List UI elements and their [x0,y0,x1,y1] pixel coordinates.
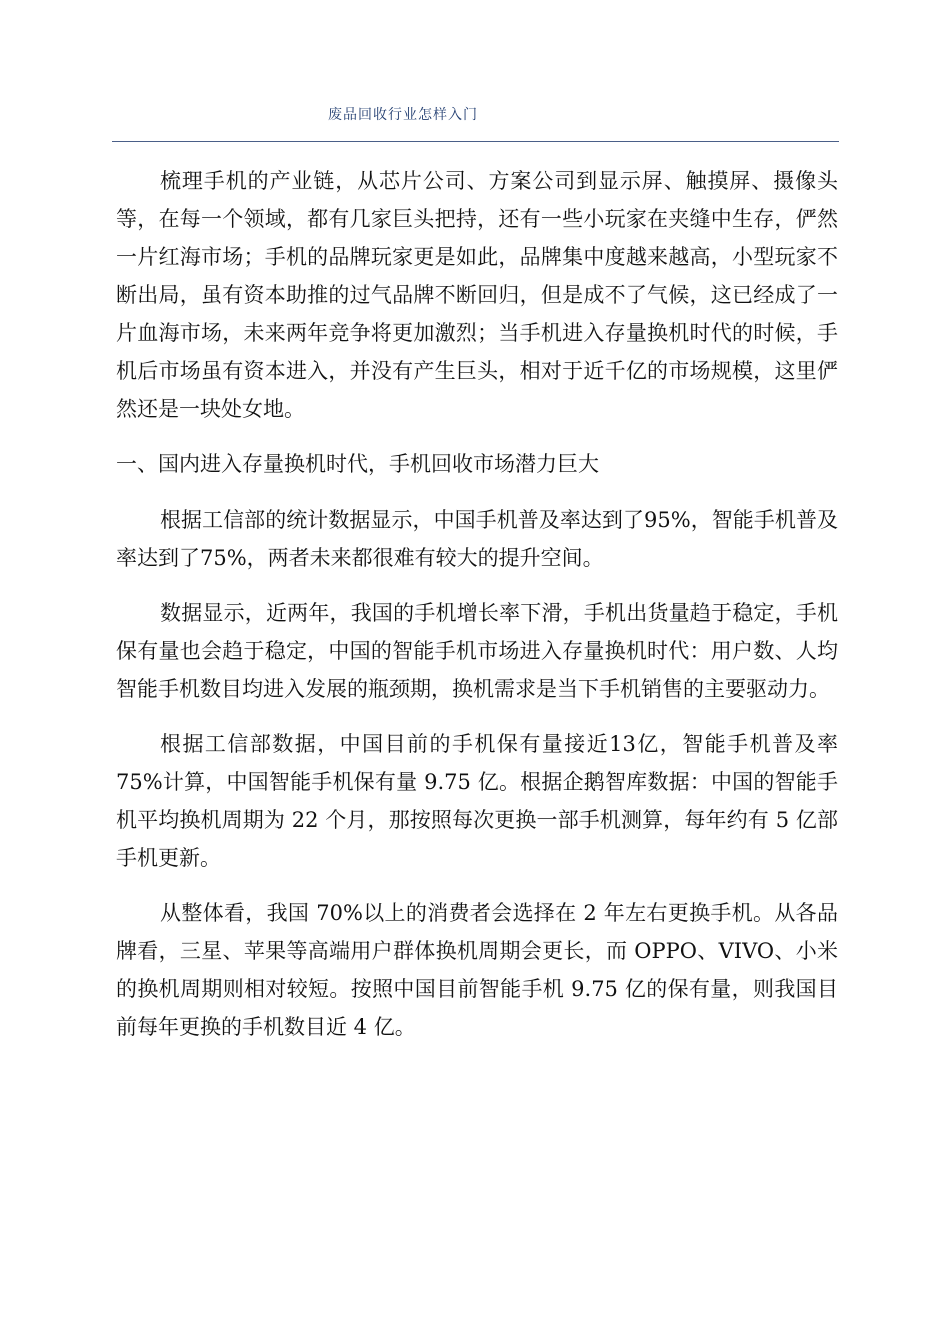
document-header-title: 废品回收行业怎样入门 [328,107,478,123]
header-divider [112,141,839,142]
paragraph-ownership-data: 根据工信部数据，中国目前的手机保有量接近13亿，智能手机普及率 75%计算，中国智能手机保有量 9.75 亿。根据企鹅智库数据：中国的智能手机平均换机周期为 22 个月，那按照每次更换一部手机测算，每年约有 5 亿部手机更新。 [116,732,838,870]
document-body [116,162,838,1063]
paragraph-intro: 梳理手机的产业链，从芯片公司、方案公司到显示屏、触摸屏、摄像头等，在每一个领域，都有几家巨头把持，还有一些小玩家在夹缝中生存，俨然一片红海市场；手机的品牌玩家更是如此，品牌集中度越来越高，小型玩家不断出局，虽有资本助推的过气品牌不断回归，但是成不了气候，这已经成了一片血海市场，未来两年竞争将更加激烈；当手机进入存量换机时代的时候，手机后市场虽有资本进入，并没有产生巨头，相对于近千亿的市场规模，这里俨然还是一块处女地。 [116,169,838,421]
paragraph-replacement-cycle: 从整体看，我国 70%以上的消费者会选择在 2 年左右更换手机。从各品牌看，三星、苹果等高端用户群体换机周期会更长，而 OPPO、VIVO、小米的换机周期则相对较短。按照中国目前智能手机 9.75 亿的保有量，则我国目前每年更换的手机数目近 4 亿。 [116,901,838,1039]
section-heading: 一、国内进入存量换机时代，手机回收市场潜力巨大 [116,452,599,476]
paragraph-penetration-rate: 根据工信部的统计数据显示，中国手机普及率达到了95%，智能手机普及率达到了75%，两者未来都很难有较大的提升空间。 [116,508,838,570]
paragraph-stock-replacement: 数据显示，近两年，我国的手机增长率下滑，手机出货量趋于稳定，手机保有量也会趋于稳定，中国的智能手机市场进入存量换机时代：用户数、人均智能手机数目均进入发展的瓶颈期，换机需求是当下手机销售的主要驱动力。 [116,601,838,701]
